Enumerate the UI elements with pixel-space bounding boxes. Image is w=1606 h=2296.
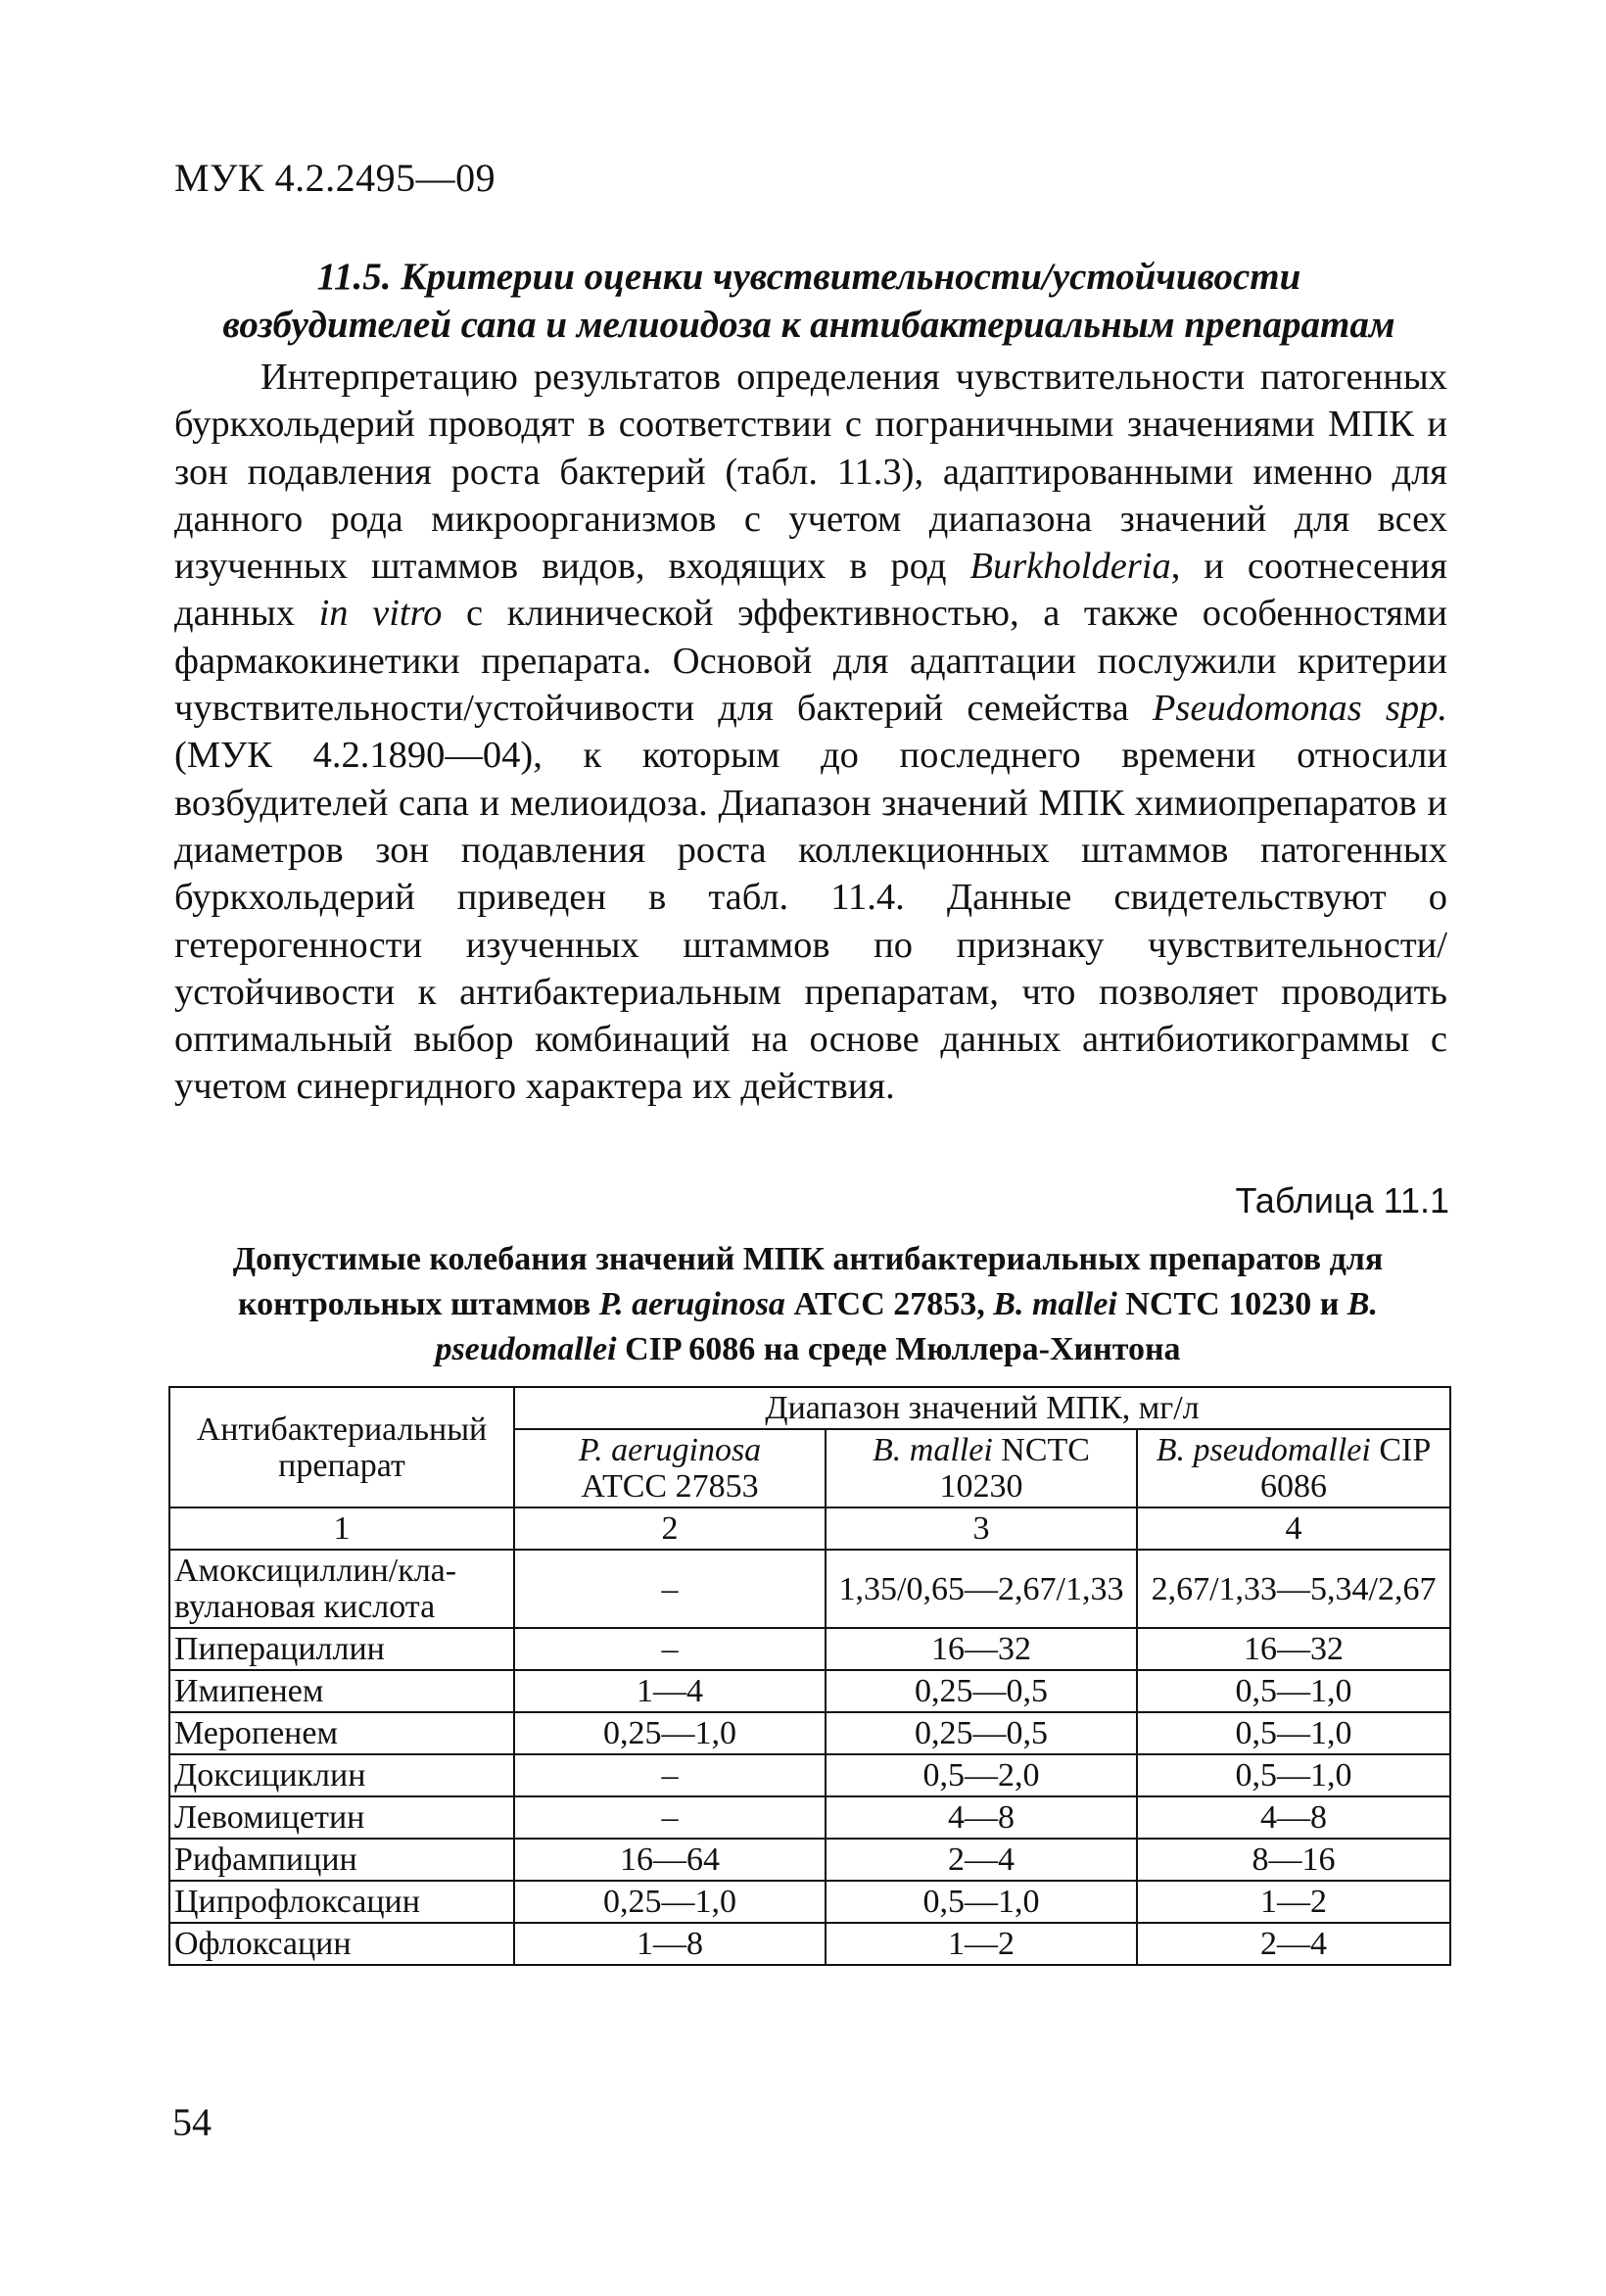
mic-table: [168, 1386, 1451, 1966]
mic-p-aeruginosa: 0,25—1,0: [514, 1881, 826, 1923]
mic-p-aeruginosa: 1—4: [514, 1670, 826, 1712]
table-row: [169, 1550, 1450, 1628]
mic-p-aeruginosa: –: [514, 1628, 826, 1670]
mic-b-mallei: 0,25—0,5: [826, 1670, 1137, 1712]
mic-p-aeruginosa: 0,25—1,0: [514, 1712, 826, 1754]
body-text: [174, 354, 1447, 1111]
paragraph-text: (МУК 4.2.1890—04), к которым до последнего времени относили возбудителей сапа и мелиоидоза. Диапазон значений МПК химиопрепаратов и диаметров зон подавления роста коллекционных штаммов патогенных буркхольдерий приведен в табл. 11.4. Данные свидетельствуют о гетерогенности изученных штаммов по признаку чувствительности/устойчивости к антибактериальным препаратам, что позволяет проводить оптимальный выбор комбинаций на основе данных антибиотикограммы с учетом синергидного характера их действия.: [174, 735, 1447, 1108]
table-row: [169, 1881, 1450, 1923]
header-text: CIP 6086: [1260, 1432, 1432, 1505]
header-p-aeruginosa: [514, 1429, 826, 1507]
header-text: АТСС 27853: [581, 1468, 759, 1505]
mic-p-aeruginosa: 16—64: [514, 1839, 826, 1881]
column-number: 2: [514, 1507, 826, 1550]
mic-b-pseudomallei: 8—16: [1137, 1839, 1450, 1881]
mic-b-pseudomallei: 2—4: [1137, 1923, 1450, 1965]
paragraph-text: , и соотнесения данных: [174, 546, 1447, 635]
header-text: NCTC 10230: [939, 1432, 1090, 1505]
table-row: [169, 1670, 1450, 1712]
mic-b-mallei: 0,5—2,0: [826, 1754, 1137, 1796]
mic-p-aeruginosa: –: [514, 1754, 826, 1796]
header-drug: Антибактериальный препарат: [169, 1387, 514, 1507]
paragraph-italic-genus: Burkholderia: [969, 546, 1171, 588]
mic-b-pseudomallei: 1—2: [1137, 1881, 1450, 1923]
caption-italic: B. pseudomallei: [435, 1286, 1378, 1367]
mic-b-mallei: 2—4: [826, 1839, 1137, 1881]
paragraph-italic-in-vitro: in vitro: [318, 593, 443, 635]
drug-name: Ципрофлоксацин: [169, 1881, 514, 1923]
paragraph-text: Интерпретацию результатов определения чувствительности патогенных буркхольдерий проводят в соответствии с пограничными значениями МПК и зон подавления роста бактерий (табл. 11.3), адаптированными именно для данного рода микроорганизмов с учетом диапазона значений для всех изученных штаммов видов, входящих в род: [174, 357, 1447, 588]
table-label: Таблица 11.1: [1235, 1180, 1449, 1220]
paragraph: [174, 354, 1447, 1111]
paragraph-text: с клинической эффективностью, а также особенностями фармакокинетики препарата. Основой для адаптации послужили критерии чувствительности/устойчивости для бактерий семейства: [174, 593, 1447, 730]
column-number: 3: [826, 1507, 1137, 1550]
section-title-line-1: 11.5. Критерии оценки чувствительности/устойчивости: [316, 256, 1301, 298]
caption-italic: B. mallei: [993, 1286, 1117, 1322]
table-row: [169, 1754, 1450, 1796]
drug-name: Пиперациллин: [169, 1628, 514, 1670]
mic-b-pseudomallei: 16—32: [1137, 1628, 1450, 1670]
document-code: МУК 4.2.2495—09: [174, 156, 496, 200]
drug-name: Офлоксацин: [169, 1923, 514, 1965]
table-caption: [166, 1237, 1449, 1372]
drug-name: Левомицетин: [169, 1796, 514, 1839]
mic-p-aeruginosa: 1—8: [514, 1923, 826, 1965]
header-italic: B. pseudomallei: [1156, 1432, 1371, 1468]
caption-text: NCTC 10230 и: [1116, 1286, 1347, 1322]
caption-text: CIP 6086 на среде Мюллера-Хинтона: [616, 1331, 1181, 1367]
header-italic: P. aeruginosa: [578, 1432, 762, 1468]
mic-b-mallei: 1,35/0,65—2,67/1,33: [826, 1550, 1137, 1628]
page-number: 54: [172, 2100, 212, 2144]
caption-italic: P. aeruginosa: [598, 1286, 785, 1322]
column-number: 4: [1137, 1507, 1450, 1550]
header-range-group: Диапазон значений МПК, мг/л: [514, 1387, 1450, 1429]
column-number: 1: [169, 1507, 514, 1550]
mic-b-mallei: 0,5—1,0: [826, 1881, 1137, 1923]
mic-b-mallei: 0,25—0,5: [826, 1712, 1137, 1754]
mic-p-aeruginosa: –: [514, 1796, 826, 1839]
header-b-pseudomallei: [1137, 1429, 1450, 1507]
drug-name: Доксициклин: [169, 1754, 514, 1796]
drug-name: Амоксициллин/клавулановая кислота: [169, 1550, 514, 1628]
header-italic: B. mallei: [873, 1432, 993, 1468]
table-number-row: [169, 1507, 1450, 1550]
table-row: [169, 1628, 1450, 1670]
table-row: [169, 1923, 1450, 1965]
mic-b-pseudomallei: 0,5—1,0: [1137, 1712, 1450, 1754]
paragraph-italic-pseudomonas: Pseudomonas spp.: [1152, 688, 1448, 730]
table-header-row: [169, 1387, 1450, 1429]
caption-text: АТСС 27853,: [784, 1286, 994, 1322]
caption-text: Допустимые колебания значений МПК антибактериальных препаратов для контрольных штаммов: [232, 1241, 1384, 1322]
mic-b-mallei: 4—8: [826, 1796, 1137, 1839]
mic-p-aeruginosa: –: [514, 1550, 826, 1628]
section-title: [172, 253, 1445, 349]
drug-name: Меропенем: [169, 1712, 514, 1754]
table-row: [169, 1796, 1450, 1839]
table-row: [169, 1712, 1450, 1754]
header-b-mallei: [826, 1429, 1137, 1507]
mic-b-pseudomallei: 4—8: [1137, 1796, 1450, 1839]
mic-b-mallei: 16—32: [826, 1628, 1137, 1670]
drug-name: Имипенем: [169, 1670, 514, 1712]
table-row: [169, 1839, 1450, 1881]
mic-b-pseudomallei: 2,67/1,33—5,34/2,67: [1137, 1550, 1450, 1628]
mic-b-pseudomallei: 0,5—1,0: [1137, 1754, 1450, 1796]
mic-b-mallei: 1—2: [826, 1923, 1137, 1965]
drug-name: Рифампицин: [169, 1839, 514, 1881]
section-title-line-2: возбудителей сапа и мелиоидоза к антибактериальным препаратам: [222, 304, 1395, 346]
mic-b-pseudomallei: 0,5—1,0: [1137, 1670, 1450, 1712]
